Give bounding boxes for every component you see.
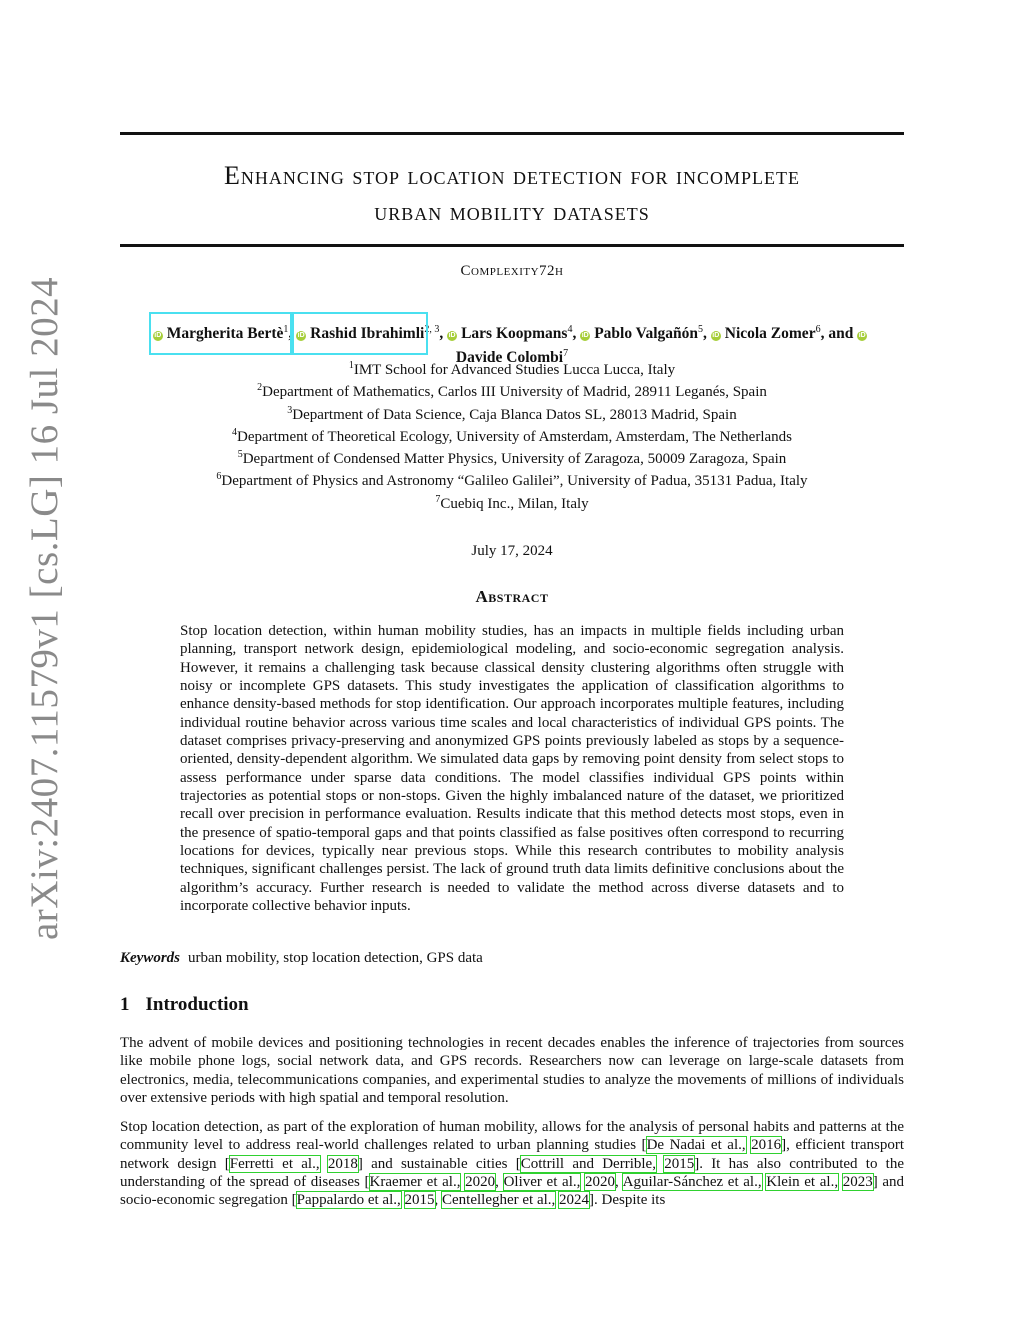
citation-link[interactable]: 2016 (751, 1137, 782, 1154)
section-title: Introduction (145, 994, 249, 1015)
affiliation-line (120, 402, 904, 424)
keywords (120, 950, 904, 967)
author-list: iD Margherita Bertè$^1$, iD Rashid Ibrahimli$^{2, 3}$, iD Lars Koopmans$^4$, iD Pablo Valgañón$^5$, iD Nicola Zomer$^6$, and iD Davide Colombi$^7$ (118, 320, 906, 368)
affiliation-sup: 6 (216, 471, 222, 483)
section-number: 1 (120, 994, 130, 1015)
citation-link[interactable]: 2023 (842, 1174, 873, 1191)
text-run: ] and sustainable cities [ (357, 1155, 521, 1172)
text-run: , (495, 1174, 504, 1191)
section-heading (120, 994, 249, 1016)
affiliation-line (120, 357, 904, 379)
text-run: ]. Despite its (589, 1192, 666, 1209)
citation-link[interactable]: Ferretti et al., (229, 1155, 320, 1172)
affiliation-sup: 1 (348, 360, 354, 371)
title-line-2: urban mobility datasets (374, 197, 650, 226)
author-name: Rashid Ibrahimli (310, 325, 425, 343)
affiliation-line (120, 468, 904, 490)
affiliation-sup: 5 (237, 449, 243, 461)
affiliation-sup: 2 (257, 382, 263, 394)
citation-link[interactable]: Cottrill and Derrible, (520, 1155, 656, 1172)
intro-paragraph-2 (120, 1118, 904, 1210)
abstract-body: Stop location detection, within human mobility studies, has an impacts in multiple fields including urban planning, transport network design, epidemiological modeling, and socio-economic segregation analysis. However, it remains a challenging task because classical density clustering algorithms often struggle with noisy or incomplete GPS datasets. This study investigates the application of classification algorithms to enhance density-based methods for stop identification. Our approach incorporates multiple features, including individual routine behavior across various time scales and local characteristics of individual GPS points. The dataset comprises privacy-preserving and anonymized GPS points previously labeled as stops by a sequence-oriented, density-dependent algorithm. We simulated data gaps by removing point density from select stops to assess performance under sparse data conditions. The model classifies individual GPS points within trajectories as potential stops or non-stops. Given the highly imbalanced nature of the dataset, we prioritized recall over precision in performance evaluation. Results indicate that this method detects most stops, even in the presence of spatio-temporal gaps and that points classified as false positives often correspond to recurring locations for devices, typically near previous stops. While this research contributes to mobility analysis techniques, significant challenges persist. The lack of ground truth data limits definitive conclusions about the algorithm’s accuracy. Further research is needed to validate the method across diverse datasets and to incorporate collective behavior inputs. (180, 623, 844, 915)
top-rule (120, 132, 904, 135)
affiliation-line (120, 446, 904, 468)
orcid-icon[interactable]: iD (858, 332, 866, 340)
citation-link[interactable]: De Nadai et al., (646, 1137, 746, 1154)
text-run: , (615, 1174, 623, 1191)
author-name: Nicola Zomer (724, 325, 816, 343)
orcid-icon[interactable]: iD (297, 332, 305, 340)
orcid-icon[interactable]: iD (154, 332, 162, 340)
affiliations (120, 357, 904, 513)
affiliation-line (120, 491, 904, 513)
keywords-text: urban mobility, stop location detection, GPS data (188, 950, 483, 966)
affiliation-text: IMT School for Advanced Studies Lucca Lucca, Italy (353, 362, 676, 378)
text-run: Stop location detection, as part of the exploration of human mobility, allows for the analysis of personal habits and patterns at the community level to address real-world challenges related to urban planning studies [ (120, 1119, 904, 1154)
citation-link[interactable]: 2015 (664, 1155, 695, 1172)
title-line-1: Enhancing stop location detection for incomplete (223, 161, 801, 190)
author-name: Lars Koopmans (461, 325, 568, 343)
author-sup: 5 (698, 324, 703, 335)
orcid-icon[interactable]: iD (448, 332, 456, 340)
affiliation-sup: 4 (232, 426, 237, 438)
citation-link[interactable]: Pappalardo et al., (296, 1192, 401, 1209)
affiliation-text: Department of Theoretical Ecology, University of Amsterdam, Amsterdam, The Netherlands (237, 428, 792, 445)
orcid-icon[interactable]: iD (712, 332, 720, 340)
arxiv-stamp: arXiv:2407.11579v1 [cs.LG] 16 Jul 2024 (23, 276, 66, 940)
abstract-heading: Abstract (475, 587, 549, 606)
text-run: , (434, 1192, 442, 1209)
author-sup: 1 (283, 324, 289, 335)
author-sup: 2, 3 (424, 324, 440, 335)
citation-link[interactable]: 2020 (585, 1174, 616, 1191)
citation-link[interactable]: Oliver et al., (503, 1174, 581, 1191)
affiliation-sup: 3 (287, 404, 293, 416)
author-link[interactable] (296, 316, 424, 351)
bottom-rule (120, 244, 904, 247)
author-sup: 4 (567, 324, 573, 335)
text-run: ] and socio-economic segregation [ (120, 1174, 905, 1209)
author-and: , and (820, 325, 854, 343)
text-run: ]. It has also contributed to the understanding of the spread of diseases [ (120, 1155, 905, 1191)
citation-link[interactable]: 2024 (559, 1192, 590, 1209)
author-name: Margherita Bertè (166, 325, 284, 343)
keywords-label: Keywords (120, 950, 180, 966)
affiliation-line (120, 379, 904, 401)
affiliation-text: Department of Mathematics, Carlos III University of Madrid, 28911 Leganés, Spain (262, 384, 767, 401)
orcid-icon[interactable]: iD (581, 332, 589, 340)
paper-title (120, 158, 904, 230)
affiliation-text: Cuebiq Inc., Milan, Italy (440, 495, 589, 512)
citation-link[interactable]: 2020 (465, 1174, 496, 1191)
author-name: Davide Colombi (455, 349, 564, 367)
citation-link[interactable]: Centellegher et al., (442, 1192, 556, 1209)
affiliation-text: Department of Data Science, Caja Blanca Datos SL, 28013 Madrid, Spain (292, 406, 737, 423)
citation-link[interactable]: Aguilar-Sánchez et al., (622, 1174, 762, 1191)
intro-paragraph-1: The advent of mobile devices and positioning technologies in recent decades enables the inference of trajectories from sources like mobile phone logs, social network data, and GPS records. Researchers now can leverage on large-scale datasets from electronics, media, telecommunications companies, and experimental studies to analyze the movements of millions of individuals over extensive periods with high spatial and temporal resolution. (120, 1035, 904, 1107)
author-sup: 7 (563, 348, 569, 360)
affiliation-line (120, 424, 904, 446)
affiliation-sup: 7 (435, 493, 441, 505)
citation-link[interactable]: 2015 (404, 1192, 435, 1209)
text-run: ], efficient transport network design [ (120, 1137, 905, 1172)
citation-link[interactable]: Klein et al., (766, 1174, 839, 1191)
affiliation-text: Department of Condensed Matter Physics, University of Zaragoza, 50009 Zaragoza, Spain (242, 451, 787, 468)
citation-link[interactable]: Kraemer et al., (369, 1174, 461, 1191)
venue: Complexity72h (460, 263, 564, 279)
citation-link[interactable]: 2018 (327, 1155, 358, 1172)
affiliation-text: Department of Physics and Astronomy “Galileo Galilei”, University of Padua, 35131 Padua, Italy (221, 473, 808, 490)
author-name: Pablo Valgañón (594, 325, 698, 343)
author-link[interactable] (153, 316, 289, 351)
date: July 17, 2024 (471, 543, 553, 559)
author-sup: 6 (815, 324, 821, 335)
